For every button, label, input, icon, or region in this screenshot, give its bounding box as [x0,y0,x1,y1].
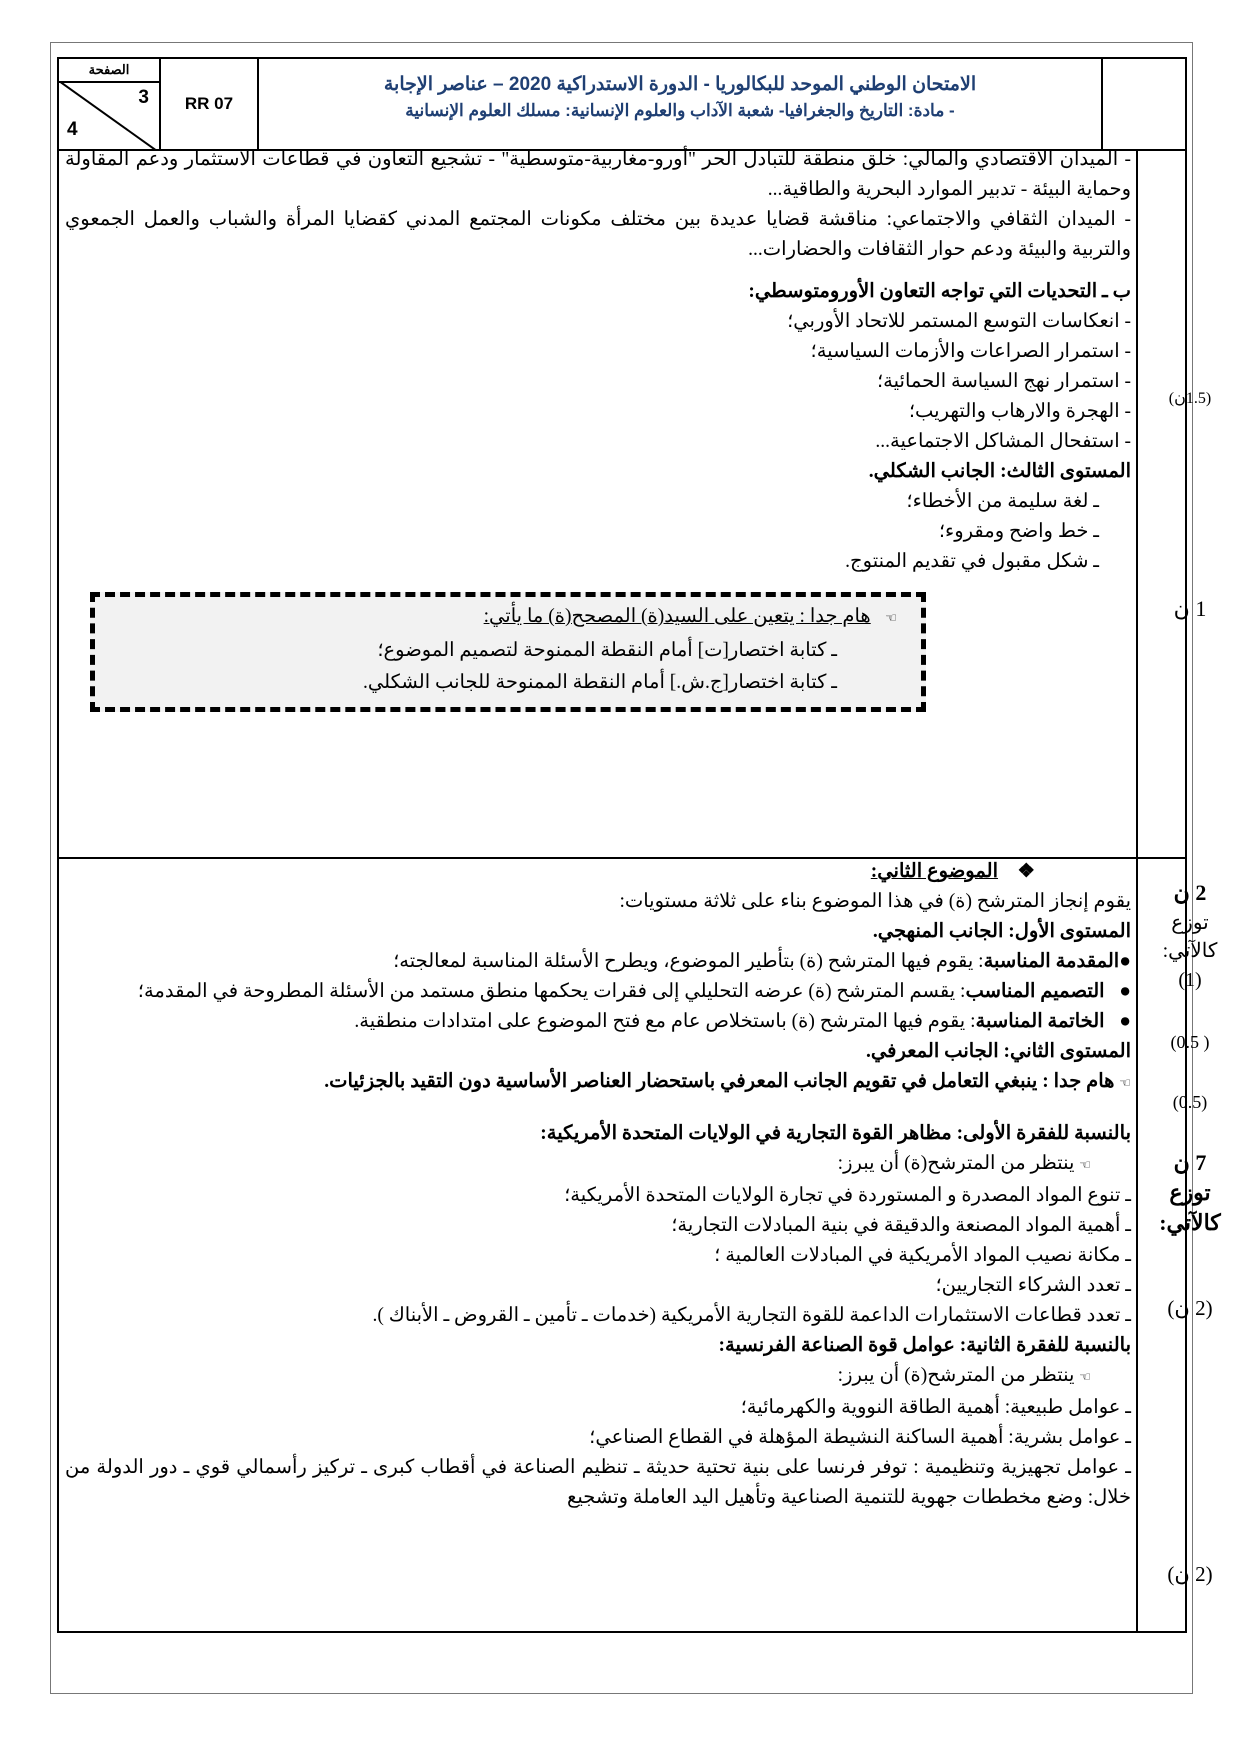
expect-text: ينتظر من المترشح(ة) أن يبرز: [837,1153,1075,1174]
note-title-row [95,601,897,635]
pointing-hand-icon: ☜ [1079,1158,1091,1173]
design-label: التصميم المناسب [965,981,1105,1002]
mark-paragraph1: (2 ن) [1167,1296,1213,1320]
mark-level2-points: 7 ن [1173,1150,1207,1175]
header-blank-cell [1103,59,1185,149]
round-bullet-icon: ● [1119,951,1131,972]
header-title-line2: - مادة: التاريخ والجغرافيا- شعبة الآداب والعلوم الإنسانية: مسلك العلوم الإنسانية [405,101,955,120]
topic-title-row [65,857,1131,887]
challenges-title: ب ـ التحديات التي تواجه التعاون الأورومتوسطي: [748,281,1131,302]
note-item: ـ كتابة اختصار[ت] أمام النقطة الممنوحة لتصميم الموضوع؛ [377,640,837,661]
mark-level1-points: 2 ن [1173,880,1207,905]
bottom-section [65,857,1131,1513]
level3-item: ـ لغة سليمة من الأخطاء؛ [906,491,1099,512]
note-title: هام جدا : يتعين على السيد(ة) المصحح(ة) ما يأتي: [483,606,871,627]
header-title-line1: الامتحان الوطني الموحد للبكالوريا - الدورة الاستدراكية 2020 – عناصر الإجابة [383,74,977,95]
mark-paragraph2: (2 ن) [1167,1562,1213,1586]
important-note-box [90,592,926,712]
important-text: هام جدا : ينبغي التعامل في تقويم الجانب المعرفي باستحضار العناصر الأساسية دون التقيد بالجزئيات. [324,1071,1115,1092]
round-bullet-icon: ● [1119,1011,1131,1032]
level3-item: ـ خط واضح ومقروء؛ [938,521,1099,542]
challenge-item: - الهجرة والارهاب والتهريب؛ [908,401,1131,422]
paragraph2-item: ـ عوامل بشرية: أهمية الساكنة النشيطة المؤهلة في القطاع الصناعي؛ [589,1427,1131,1448]
diamond-bullet-icon: ❖ [1017,861,1035,882]
paragraph1-item: ـ أهمية المواد المصنعة والدقيقة في بنية المبادلات التجارية؛ [671,1215,1131,1236]
page-total: 4 [67,119,78,140]
level3-title: المستوى الثالث: الجانب الشكلي. [868,461,1131,482]
challenge-item: - استفحال المشاكل الاجتماعية... [875,431,1131,452]
pointing-hand-icon: ☜ [1119,1076,1131,1091]
conclusion-label: الخاتمة المناسبة [975,1011,1105,1032]
intro-label: المقدمة المناسبة [983,951,1120,972]
exam-code: RR 07 [161,59,259,149]
page-number-box [59,59,161,149]
paragraph1-title: بالنسبة للفقرة الأولى: مظاهر القوة التجارية في الولايات المتحدة الأمريكية: [540,1123,1131,1144]
answer-table [57,151,1187,1633]
mark-challenges: (1.5ن) [1168,390,1212,407]
paragraph1-item: ـ تعدد الشركاء التجاريين؛ [935,1275,1131,1296]
conclusion-text: : يقوم فيها المترشح (ة) باستخلاص عام مع فتح الموضوع على امتدادات منطقية. [354,1011,976,1032]
paragraph1-item: ـ تنوع المواد المصدرة و المستوردة في تجارة الولايات المتحدة الأمريكية؛ [564,1185,1131,1206]
conclusion-criterion [65,1007,1131,1037]
mark-conclusion: (0.5) [1172,1092,1208,1112]
economic-field-paragraph: - الميدان الاقتصادي والمالي: خلق منطقة للتبادل الحر "أورو-مغاربية-متوسطية" - تشجيع التعاون في قطاعات الاستثمار ودعم المقاولة وحماية البيئة - تدبير الموارد البحرية والطاقية... [65,149,1131,200]
mark-level1-distribute: توزع [1171,912,1209,934]
mark-intro: (1) [1178,969,1202,991]
challenge-item: - انعكاسات التوسع المستمر للاتحاد الأوربي؛ [787,311,1131,332]
important-note [65,1067,1131,1099]
header-title-box [259,59,1103,149]
expect-line [65,1361,1131,1393]
paragraph1-item: ـ مكانة نصيب المواد الأمريكية في المبادلات العالمية ؛ [714,1245,1131,1266]
page-current: 3 [138,87,149,108]
exam-header [57,57,1187,151]
level1-title: المستوى الأول: الجانب المنهجي. [872,921,1131,942]
note-item: ـ كتابة اختصار[ج.ش.] أمام النقطة الممنوحة للجانب الشكلي. [363,672,837,693]
pointing-hand-icon: ☜ [885,611,897,626]
paragraph2-item: ـ عوامل طبيعية: أهمية الطاقة النووية والكهرمائية؛ [740,1397,1131,1418]
paragraph2-title: بالنسبة للفقرة الثانية: عوامل قوة الصناعة الفرنسية: [718,1335,1131,1356]
topic-title: الموضوع الثاني: [870,861,999,882]
page-label: الصفحة [59,61,159,83]
pointing-hand-icon: ☜ [1079,1370,1091,1385]
challenge-item: - استمرار الصراعات والأزمات السياسية؛ [810,341,1131,362]
intro-criterion [65,947,1131,977]
paragraph2-last-item: ـ عوامل تجهيزية وتنظيمية : توفر فرنسا على بنية تحتية حديثة ـ تنظيم الصناعة في أقطاب كبرى ـ تركيز رأسمالي قوي ـ دور الدولة من خلال: وضع مخططات جهوية للتنمية الصناعية وتأهيل اليد العاملة وتشجيع [65,1457,1131,1508]
intro-text: : يقوم فيها المترشح (ة) بتأطير الموضوع، ويطرح الأسئلة المناسبة لمعالجته؛ [393,951,984,972]
design-text: : يقسم المترشح (ة) عرضه التحليلي إلى فقرات يحكمها منطق مستمد من الأسئلة المطروحة في المقدمة؛ [137,981,966,1002]
round-bullet-icon: ● [1119,981,1131,1002]
level2-title: المستوى الثاني: الجانب المعرفي. [866,1041,1131,1062]
challenge-item: - استمرار نهج السياسة الحمائية؛ [876,371,1131,392]
expect-line [65,1149,1131,1181]
mark-design: ( 0.5) [1170,1032,1210,1052]
design-criterion [65,977,1131,1007]
topic-intro: يقوم إنجاز المترشح (ة) في هذا الموضوع بناء على ثلاثة مستويات: [619,891,1131,912]
expect-text: ينتظر من المترشح(ة) أن يبرز: [837,1365,1075,1386]
mark-level1-as-follows: كالآتي: [1162,940,1218,962]
mark-level2-as-follows: كالآتي: [1159,1210,1221,1235]
cultural-field-paragraph: - الميدان الثقافي والاجتماعي: مناقشة قضايا عديدة بين مختلف مكونات المجتمع المدني كقضايا المرأة والشباب والعمل الجمعوي والتربية والبيئة ودعم حوار الثقافات والحضارات... [65,209,1131,260]
mark-level2-distribute: توزع [1169,1180,1211,1205]
top-section [65,145,1131,577]
level3-item: ـ شكل مقبول في تقديم المنتوج. [845,551,1099,572]
paragraph1-item: ـ تعدد قطاعات الاستثمارات الداعمة للقوة التجارية الأمريكية (خدمات ـ تأمين ـ القروض ـ الأبناك ). [372,1305,1131,1326]
mark-form: 1 ن [1173,596,1207,621]
